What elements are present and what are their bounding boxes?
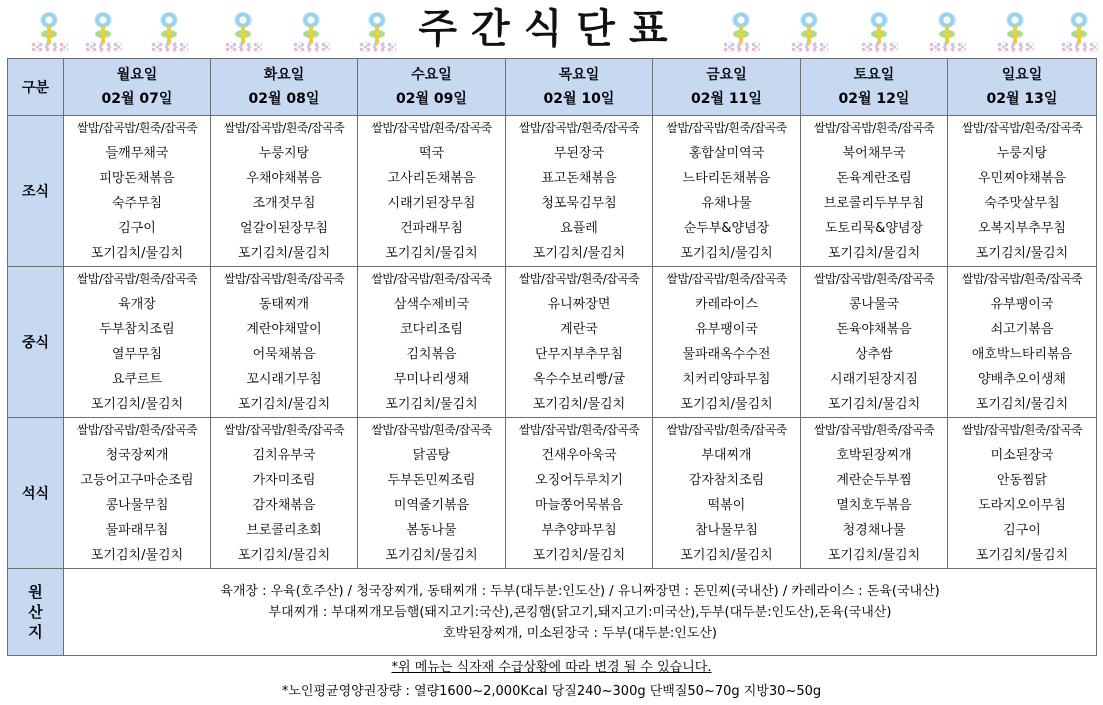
- menu-item: 얼갈이된장무침: [240, 221, 328, 236]
- menu-cell: [358, 267, 506, 418]
- menu-cell: [948, 116, 1097, 267]
- menu-item: 우민찌야채볶음: [978, 171, 1066, 186]
- menu-cell: [211, 267, 358, 418]
- menu-cell: [211, 116, 358, 267]
- menu-item: 유니짜장면: [547, 297, 611, 312]
- menu-item: 청포묵김무침: [541, 196, 617, 211]
- menu-item: 포기김치/물김치: [90, 246, 184, 261]
- menu-cell: [358, 116, 506, 267]
- footer-notes: [0, 656, 1103, 704]
- menu-item: 포기김치/물김치: [975, 246, 1069, 261]
- menu-item: 포기김치/물김치: [237, 548, 331, 563]
- day-name: 토요일: [853, 67, 895, 83]
- flower-decoration-icon: [730, 8, 752, 50]
- menu-cell: [64, 418, 211, 569]
- menu-item: 단무지부추무침: [535, 347, 623, 362]
- menu-item: 열무무침: [111, 347, 163, 362]
- origin-line: 호박된장찌개, 미소된장국 : 두부(대두분:인도산): [442, 625, 718, 641]
- menu-item: 김구이: [118, 221, 156, 236]
- day-date: 02월 09일: [396, 91, 467, 107]
- menu-item: 포기김치/물김치: [532, 548, 626, 563]
- menu-item: 건새우아욱국: [541, 448, 617, 463]
- menu-cell: [948, 267, 1097, 418]
- menu-item: 돈육야채볶음: [836, 322, 912, 337]
- menu-item: 포기김치/물김치: [237, 397, 331, 412]
- menu-item: 두부참치조림: [99, 322, 175, 337]
- menu-item: 도라지오이무침: [978, 498, 1066, 513]
- menu-item: 호박된장찌개: [836, 448, 912, 463]
- origin-label-char: 원: [28, 583, 43, 601]
- menu-item: 물파래무침: [105, 523, 169, 538]
- menu-item: 브로콜리초회: [246, 523, 322, 538]
- menu-item: 시래기된장무침: [387, 196, 476, 211]
- menu-item: 쌀밥/잡곡밥/흰죽/잡곡죽: [76, 121, 198, 135]
- menu-item: 포기김치/물김치: [90, 548, 184, 563]
- day-header: [358, 59, 506, 116]
- menu-item: 계란국: [560, 322, 598, 337]
- day-date: 02월 07일: [101, 91, 173, 107]
- menu-item: 쇠고기볶음: [990, 322, 1054, 337]
- menu-item: 마늘쫑어묵볶음: [535, 498, 623, 513]
- menu-item: 포기김치/물김치: [680, 548, 773, 563]
- origin-label-char: 산: [28, 603, 43, 621]
- page-title: 주간식단표: [418, 6, 682, 52]
- menu-item: 옥수수보리빵/귤: [532, 372, 626, 387]
- menu-item: 미역줄기볶음: [393, 498, 470, 513]
- flower-decoration-icon: [1068, 8, 1090, 50]
- menu-cell: [801, 267, 948, 418]
- menu-item: 쌀밥/잡곡밥/흰죽/잡곡죽: [666, 121, 787, 135]
- day-date: 02월 08일: [248, 91, 320, 107]
- day-date: 02월 10일: [543, 91, 615, 107]
- menu-item: 포기김치/물김치: [827, 246, 921, 261]
- origin-label-char: 지: [28, 623, 43, 641]
- weekly-menu-table: [7, 58, 1097, 656]
- menu-item: 쌀밥/잡곡밥/흰죽/잡곡죽: [518, 423, 640, 437]
- flower-decoration-icon: [92, 8, 114, 50]
- menu-cell: [506, 418, 653, 569]
- menu-item: 쌀밥/잡곡밥/흰죽/잡곡죽: [518, 121, 640, 135]
- menu-item: 느타리돈채볶음: [682, 171, 771, 186]
- menu-item: 누룽지탕: [258, 146, 310, 161]
- menu-item: 순두부&양념장: [683, 221, 770, 236]
- menu-item: 무된장국: [553, 146, 605, 161]
- header-row: [8, 59, 1097, 116]
- origin-info: [64, 569, 1097, 656]
- menu-item: 돈육계란조림: [836, 171, 912, 186]
- menu-item: 쌀밥/잡곡밥/흰죽/잡곡죽: [813, 121, 935, 135]
- menu-item: 닭곰탕: [412, 448, 451, 463]
- menu-item: 김치유부국: [252, 448, 316, 463]
- day-name: 목요일: [558, 67, 600, 83]
- menu-item: 표고돈채볶음: [541, 171, 617, 186]
- day-name: 월요일: [116, 67, 158, 83]
- meal-row-lunch: [8, 267, 1097, 418]
- day-date: 02월 11일: [691, 91, 762, 107]
- menu-item: 쌀밥/잡곡밥/흰죽/잡곡죽: [371, 272, 492, 286]
- menu-item: 계란야채말이: [246, 322, 322, 337]
- menu-item: 포기김치/물김치: [680, 397, 773, 412]
- meal-label: 중식: [8, 267, 64, 418]
- menu-item: 유부팽이국: [695, 322, 758, 337]
- day-header: [801, 59, 948, 116]
- category-header: 구분: [8, 59, 64, 116]
- menu-item: 부대찌개: [701, 448, 752, 463]
- flower-decoration-icon: [868, 8, 890, 50]
- menu-cell: [653, 267, 801, 418]
- menu-item: 쌀밥/잡곡밥/흰죽/잡곡죽: [518, 272, 640, 286]
- menu-item: 쌀밥/잡곡밥/흰죽/잡곡죽: [76, 423, 198, 437]
- day-date: 02월 13일: [986, 91, 1058, 107]
- title-bar: [0, 0, 1103, 56]
- menu-item: 가자미조림: [252, 473, 316, 488]
- menu-item: 미소된장국: [990, 448, 1054, 463]
- menu-item: 치커리양파무침: [682, 372, 771, 387]
- menu-item: 우채야채볶음: [246, 171, 322, 186]
- menu-item: 안동찜닭: [996, 473, 1048, 488]
- flower-decoration-icon: [158, 8, 180, 50]
- menu-item: 양배추오이생채: [978, 372, 1066, 387]
- day-header: [653, 59, 801, 116]
- menu-item: 감자채볶음: [252, 498, 316, 513]
- menu-item: 포기김치/물김치: [975, 397, 1069, 412]
- menu-item: 애호박느타리볶음: [971, 347, 1073, 362]
- menu-item: 물파래옥수수전: [682, 347, 771, 362]
- menu-item: 포기김치/물김치: [90, 397, 184, 412]
- menu-cell: [653, 116, 801, 267]
- menu-item: 쌀밥/잡곡밥/흰죽/잡곡죽: [371, 121, 492, 135]
- menu-item: 요쿠르트: [111, 372, 163, 387]
- change-notice: *위 메뉴는 식자재 수급상황에 따라 변경 될 수 있습니다.: [391, 660, 712, 675]
- day-name: 금요일: [706, 67, 747, 83]
- day-header: [64, 59, 211, 116]
- menu-item: 포기김치/물김치: [385, 397, 478, 412]
- menu-cell: [358, 418, 506, 569]
- menu-item: 카레라이스: [695, 297, 758, 312]
- menu-item: 콩나물무침: [105, 498, 169, 513]
- menu-item: 숙주무침: [111, 196, 163, 211]
- menu-item: 쌀밥/잡곡밥/흰죽/잡곡죽: [961, 272, 1083, 286]
- menu-cell: [948, 418, 1097, 569]
- menu-item: 계란순두부찜: [836, 473, 912, 488]
- day-header: [948, 59, 1097, 116]
- menu-item: 봄동나물: [406, 523, 457, 538]
- menu-item: 시래기된장지짐: [830, 372, 918, 387]
- menu-item: 고사리돈채볶음: [387, 171, 476, 186]
- menu-item: 감자참치조림: [688, 473, 765, 488]
- flower-decoration-icon: [936, 8, 958, 50]
- menu-item: 김구이: [1003, 523, 1041, 538]
- menu-item: 쌀밥/잡곡밥/흰죽/잡곡죽: [76, 272, 198, 286]
- day-name: 화요일: [263, 67, 305, 83]
- meal-row-breakfast: [8, 116, 1097, 267]
- menu-item: 쌀밥/잡곡밥/흰죽/잡곡죽: [813, 272, 935, 286]
- menu-item: 포기김치/물김치: [975, 548, 1069, 563]
- menu-item: 쌀밥/잡곡밥/흰죽/잡곡죽: [666, 423, 787, 437]
- menu-cell: [653, 418, 801, 569]
- menu-item: 조개젓무침: [252, 196, 316, 211]
- menu-item: 삼색수제비국: [393, 297, 470, 312]
- origin-row: [8, 569, 1097, 656]
- menu-item: 무미나리생채: [393, 372, 470, 387]
- menu-item: 들깨무채국: [105, 146, 169, 161]
- menu-item: 코다리조림: [400, 322, 463, 337]
- menu-item: 유채나물: [701, 196, 752, 211]
- menu-cell: [211, 418, 358, 569]
- menu-item: 포기김치/물김치: [827, 548, 921, 563]
- menu-item: 포기김치/물김치: [827, 397, 921, 412]
- day-header: [506, 59, 653, 116]
- menu-item: 포기김치/물김치: [532, 397, 626, 412]
- menu-item: 부추양파무침: [541, 523, 617, 538]
- flower-decoration-icon: [38, 8, 60, 50]
- menu-item: 김치볶음: [406, 347, 457, 362]
- menu-item: 상추쌈: [855, 347, 893, 362]
- menu-item: 고등어고구마순조림: [80, 473, 194, 488]
- menu-item: 쌀밥/잡곡밥/흰죽/잡곡죽: [961, 423, 1083, 437]
- menu-cell: [801, 418, 948, 569]
- day-date: 02월 12일: [838, 91, 910, 107]
- menu-item: 건파래무침: [400, 221, 463, 236]
- menu-item: 브로콜리두부무침: [823, 196, 925, 211]
- flower-decoration-icon: [232, 8, 254, 50]
- menu-item: 참나물무침: [695, 523, 758, 538]
- menu-item: 도토리묵&양념장: [824, 221, 924, 236]
- menu-item: 포기김치/물김치: [237, 246, 331, 261]
- flower-decoration-icon: [1004, 8, 1026, 50]
- flower-decoration-icon: [300, 8, 322, 50]
- menu-cell: [801, 116, 948, 267]
- menu-item: 포기김치/물김치: [385, 246, 478, 261]
- menu-item: 꼬시래기무침: [246, 372, 322, 387]
- meal-label: 석식: [8, 418, 64, 569]
- menu-item: 오징어두루치기: [535, 473, 623, 488]
- menu-cell: [506, 116, 653, 267]
- menu-item: 동태찌개: [258, 297, 310, 312]
- menu-item: 숙주맛살무침: [984, 196, 1060, 211]
- menu-item: 쌀밥/잡곡밥/흰죽/잡곡죽: [961, 121, 1083, 135]
- menu-item: 청국장찌개: [105, 448, 169, 463]
- nutrition-note: *노인평균영양권장량 : 열량1600~2,000Kcal 당질240~300g 단백질50~70g 지방30~50g: [281, 684, 822, 699]
- day-name: 수요일: [411, 67, 452, 83]
- menu-item: 유부팽이국: [990, 297, 1054, 312]
- menu-item: 쌀밥/잡곡밥/흰죽/잡곡죽: [666, 272, 787, 286]
- menu-item: 쌀밥/잡곡밥/흰죽/잡곡죽: [223, 423, 345, 437]
- menu-item: 쌀밥/잡곡밥/흰죽/잡곡죽: [813, 423, 935, 437]
- menu-item: 북어채무국: [842, 146, 906, 161]
- menu-item: 포기김치/물김치: [532, 246, 626, 261]
- menu-cell: [506, 267, 653, 418]
- menu-item: 쌀밥/잡곡밥/흰죽/잡곡죽: [223, 121, 345, 135]
- meal-row-dinner: [8, 418, 1097, 569]
- menu-item: 육개장: [118, 297, 156, 312]
- menu-item: 떡국: [418, 146, 445, 161]
- menu-item: 홍합살미역국: [688, 146, 765, 161]
- day-name: 일요일: [1001, 67, 1043, 83]
- menu-item: 요플레: [560, 221, 598, 236]
- menu-item: 포기김치/물김치: [680, 246, 773, 261]
- menu-item: 두부돈민찌조림: [387, 473, 476, 488]
- origin-label: [8, 569, 64, 656]
- menu-item: 쌀밥/잡곡밥/흰죽/잡곡죽: [371, 423, 492, 437]
- menu-item: 누룽지탕: [996, 146, 1048, 161]
- menu-item: 청경채나물: [842, 523, 906, 538]
- meal-label: 조식: [8, 116, 64, 267]
- menu-item: 피망돈채볶음: [99, 171, 175, 186]
- menu-item: 포기김치/물김치: [385, 548, 478, 563]
- day-header: [211, 59, 358, 116]
- menu-item: 멸치호두볶음: [836, 498, 912, 513]
- menu-item: 오복지부추무침: [978, 221, 1066, 236]
- origin-line: 육개장 : 우육(호주산) / 청국장찌개, 동태찌개 : 두부(대두분:인도산) / 유니짜장면 : 돈민찌(국내산) / 카레라이스 : 돈육(국내산): [220, 583, 940, 599]
- menu-item: 쌀밥/잡곡밥/흰죽/잡곡죽: [223, 272, 345, 286]
- menu-cell: [64, 116, 211, 267]
- menu-item: 떡볶이: [707, 498, 746, 513]
- menu-item: 어묵채볶음: [252, 347, 316, 362]
- menu-item: 콩나물국: [848, 297, 900, 312]
- flower-decoration-icon: [798, 8, 820, 50]
- origin-line: 부대찌개 : 부대찌개모듬햄(돼지고기:국산),콘킹햄(닭고기,돼지고기:미국산),두부(대두분:인도산),돈육(국내산): [268, 604, 892, 620]
- menu-cell: [64, 267, 211, 418]
